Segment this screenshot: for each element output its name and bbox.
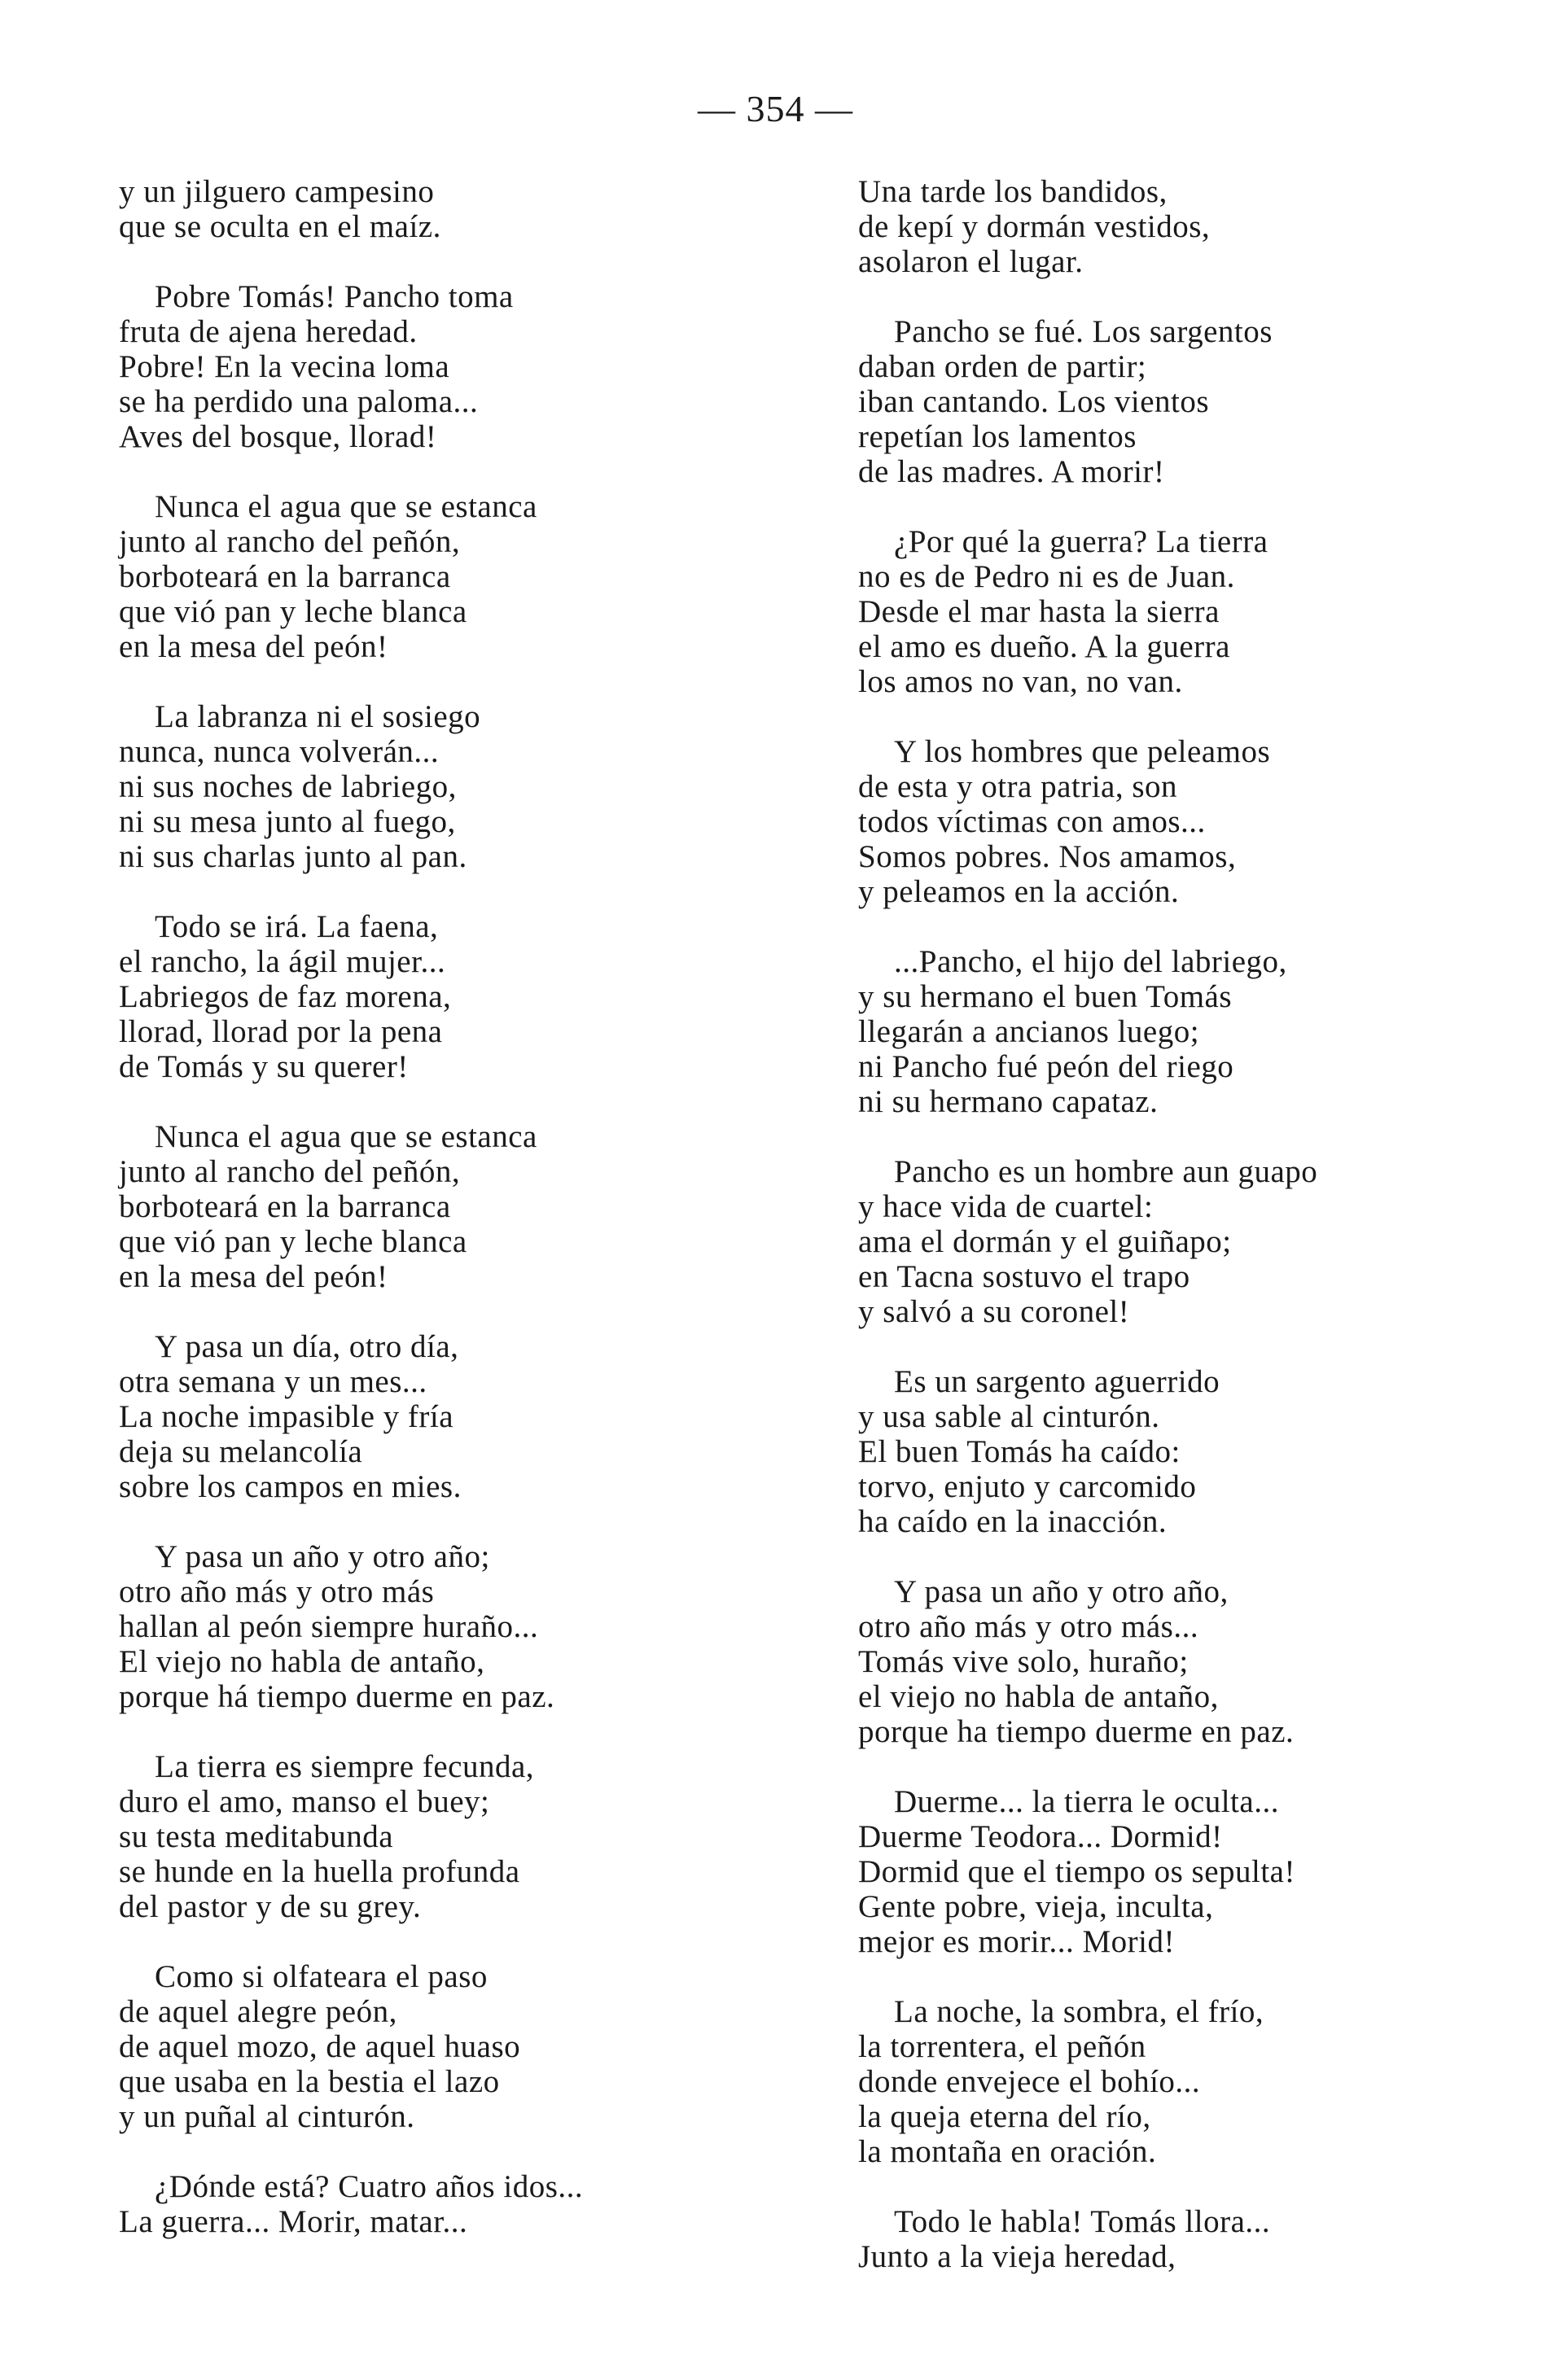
verse-line: el amo es dueño. A la guerra [858,629,1230,664]
verse-line: sobre los campos en mies. [119,1469,462,1504]
verse-line: Todo se irá. La faena, [155,909,439,944]
verse-line: ni su mesa junto al fuego, [119,804,456,839]
verse-line: daban orden de partir; [858,349,1147,384]
verse-line: Somos pobres. Nos amamos, [858,839,1237,874]
verse-line: fruta de ajena heredad. [119,314,418,349]
verse-line: ha caído en la inacción. [858,1504,1168,1539]
verse-line: Desde el mar hasta la sierra [858,594,1220,629]
stanza [119,1329,819,1504]
verse-line: llegarán a ancianos luego; [858,1014,1200,1049]
stanza [858,1994,1551,2169]
verse-line: Pancho se fué. Los sargentos [894,314,1273,349]
verse-line: mejor es morir... Morid! [858,1924,1175,1959]
verse-line: y su hermano el buen Tomás [858,979,1233,1014]
right-column [858,174,1551,2309]
stanza [119,1119,819,1294]
verse-line: Y pasa un día, otro día, [155,1329,459,1364]
stanza [119,909,819,1084]
verse-line: junto al rancho del peñón, [119,524,461,559]
verse-line: porque há tiempo duerme en paz. [119,1679,555,1714]
verse-line: la montaña en oración. [858,2134,1157,2169]
stanza [119,1959,819,2134]
verse-line: que vió pan y leche blanca [119,1224,467,1259]
verse-line: ¿Dónde está? Cuatro años idos... [155,2169,584,2204]
verse-line: de Tomás y su querer! [119,1049,409,1084]
verse-line: Es un sargento aguerrido [894,1364,1220,1399]
stanza [858,174,1551,279]
stanza [858,734,1551,909]
verse-line: que usaba en la bestia el lazo [119,2064,500,2099]
verse-line: La tierra es siempre fecunda, [155,1749,535,1784]
verse-line: todos víctimas con amos... [858,804,1206,839]
verse-line: de esta y otra patria, son [858,769,1178,804]
verse-line: en Tacna sostuvo el trapo [858,1259,1190,1294]
stanza [119,2169,819,2239]
verse-line: ni sus noches de labriego, [119,769,457,804]
stanza [119,489,819,664]
verse-line: Pobre! En la vecina loma [119,349,450,384]
verse-line: La labranza ni el sosiego [155,699,481,734]
verse-line: Nunca el agua que se estanca [155,489,537,524]
stanza [858,944,1551,1119]
verse-line: Y pasa un año y otro año; [155,1539,490,1574]
verse-line: en la mesa del peón! [119,1259,388,1294]
verse-line: de kepí y dormán vestidos, [858,209,1211,244]
verse-line: y salvó a su coronel! [858,1294,1130,1329]
verse-line: otro año más y otro más... [858,1609,1199,1644]
verse-line: ...Pancho, el hijo del labriego, [894,944,1287,979]
verse-line: Duerme... la tierra le oculta... [894,1784,1279,1819]
verse-line: borboteará en la barranca [119,559,451,594]
verse-line: ¿Por qué la guerra? La tierra [894,524,1268,559]
verse-line: ni sus charlas junto al pan. [119,839,467,874]
verse-line: Labriegos de faz morena, [119,979,452,1014]
verse-line: junto al rancho del peñón, [119,1154,461,1189]
verse-line: ni Pancho fué peón del riego [858,1049,1234,1084]
stanza [119,174,819,244]
verse-line: y peleamos en la acción. [858,874,1180,909]
verse-line: Pobre Tomás! Pancho toma [155,279,514,314]
verse-line: de las madres. A morir! [858,454,1165,489]
verse-line: y usa sable al cinturón. [858,1399,1160,1434]
stanza [858,1784,1551,1959]
verse-line: nunca, nunca volverán... [119,734,440,769]
verse-line: no es de Pedro ni es de Juan. [858,559,1235,594]
verse-line: otra semana y un mes... [119,1364,427,1399]
verse-line: y un puñal al cinturón. [119,2099,415,2134]
verse-line: iban cantando. Los vientos [858,384,1210,419]
verse-line: Pancho es un hombre aun guapo [894,1154,1318,1189]
verse-line: la torrentera, el peñón [858,2029,1146,2064]
verse-line: en la mesa del peón! [119,629,388,664]
verse-line: que se oculta en el maíz. [119,209,441,244]
verse-line: asolaron el lugar. [858,244,1084,279]
verse-line: hallan al peón siempre huraño... [119,1609,539,1644]
stanza [858,1574,1551,1749]
verse-line: se hunde en la huella profunda [119,1854,520,1889]
verse-line: ni su hermano capataz. [858,1084,1159,1119]
verse-line: Duerme Teodora... Dormid! [858,1819,1223,1854]
verse-line: Y pasa un año y otro año, [894,1574,1229,1609]
verse-line: ama el dormán y el guiñapo; [858,1224,1232,1259]
verse-line: y un jilguero campesino [119,174,435,209]
verse-line: del pastor y de su grey. [119,1889,422,1924]
verse-line: La noche, la sombra, el frío, [894,1994,1264,2029]
left-column [119,174,819,2274]
verse-line: otro año más y otro más [119,1574,435,1609]
verse-line: El viejo no habla de antaño, [119,1644,485,1679]
verse-line: Junto a la vieja heredad, [858,2239,1176,2274]
verse-line: torvo, enjuto y carcomido [858,1469,1197,1504]
verse-line: Tomás vive solo, huraño; [858,1644,1189,1679]
verse-line: La guerra... Morir, matar... [119,2204,468,2239]
verse-line: y hace vida de cuartel: [858,1189,1154,1224]
verse-line: donde envejece el bohío... [858,2064,1201,2099]
verse-line: Gente pobre, vieja, inculta, [858,1889,1214,1924]
verse-line: se ha perdido una paloma... [119,384,479,419]
verse-line: llorad, llorad por la pena [119,1014,443,1049]
verse-line: porque ha tiempo duerme en paz. [858,1714,1295,1749]
verse-line: Una tarde los bandidos, [858,174,1168,209]
stanza [858,1364,1551,1539]
verse-line: duro el amo, manso el buey; [119,1784,490,1819]
page-number: — 354 — [698,88,853,129]
verse-line: borboteará en la barranca [119,1189,451,1224]
verse-line: repetían los lamentos [858,419,1137,454]
verse-line: los amos no van, no van. [858,664,1183,699]
verse-line: Como si olfateara el paso [155,1959,488,1994]
verse-line: Aves del bosque, llorad! [119,419,437,454]
verse-line: El buen Tomás ha caído: [858,1434,1181,1469]
verse-line: Nunca el agua que se estanca [155,1119,537,1154]
stanza [119,279,819,454]
verse-line: de aquel alegre peón, [119,1994,397,2029]
stanza [858,314,1551,489]
verse-line: deja su melancolía [119,1434,363,1469]
verse-line: la queja eterna del río, [858,2099,1151,2134]
stanza [858,1154,1551,1329]
verse-line: su testa meditabunda [119,1819,394,1854]
verse-line: Dormid que el tiempo os sepulta! [858,1854,1295,1889]
stanza [119,1749,819,1924]
stanza [858,524,1551,699]
verse-line: el viejo no habla de antaño, [858,1679,1219,1714]
verse-line: que vió pan y leche blanca [119,594,467,629]
stanza [119,699,819,874]
verse-line: el rancho, la ágil mujer... [119,944,446,979]
stanza [858,2204,1551,2274]
verse-line: Y los hombres que peleamos [894,734,1271,769]
verse-line: La noche impasible y fría [119,1399,454,1434]
verse-line: Todo le habla! Tomás llora... [894,2204,1271,2239]
verse-line: de aquel mozo, de aquel huaso [119,2029,521,2064]
stanza [119,1539,819,1714]
